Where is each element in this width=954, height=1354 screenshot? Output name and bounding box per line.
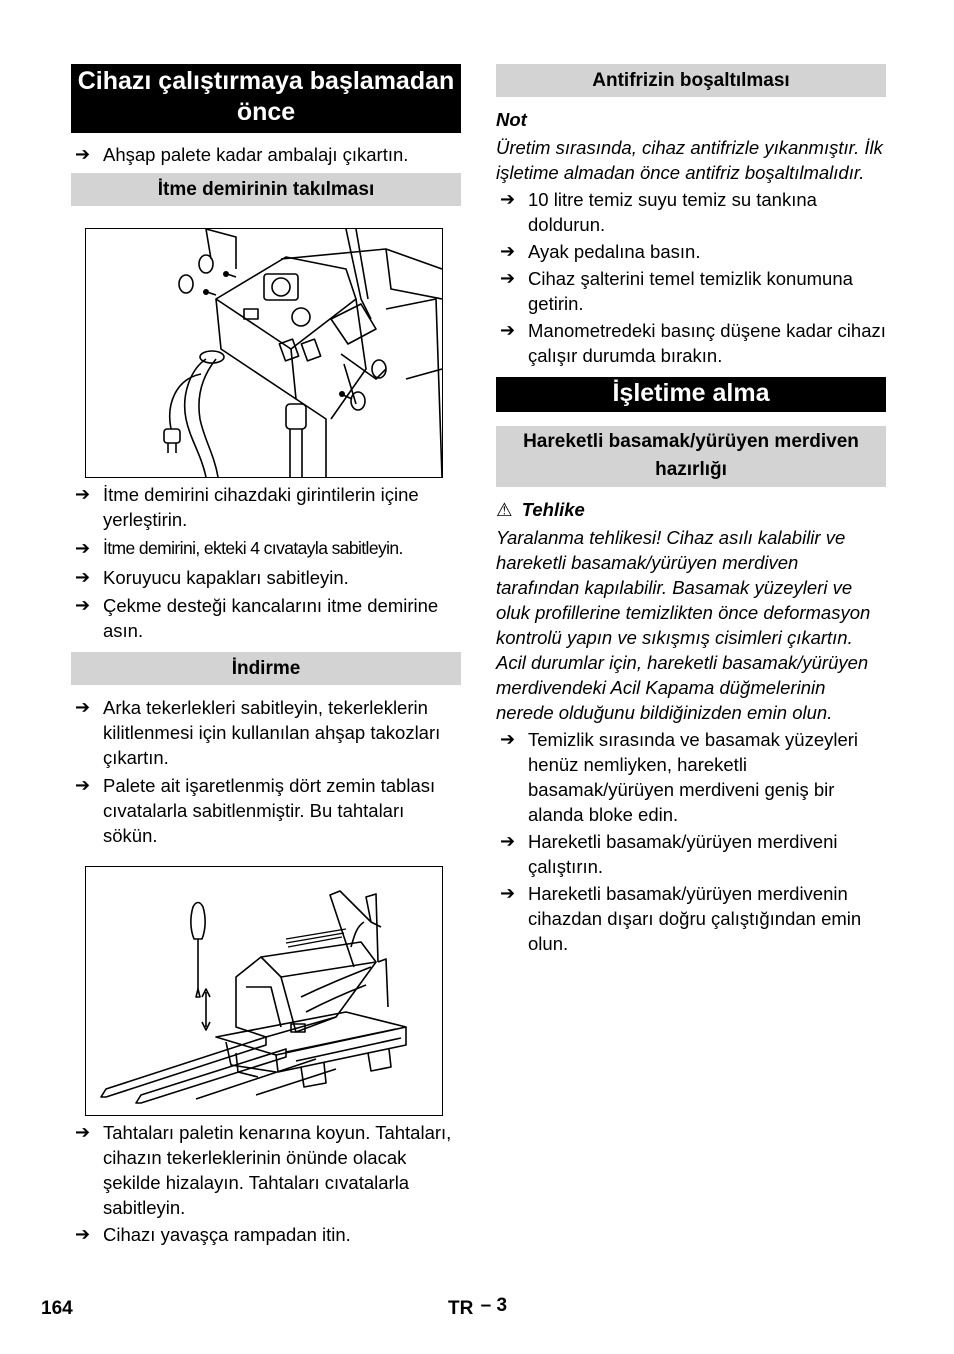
arrow-icon: ➔ — [500, 189, 516, 209]
danger-heading — [496, 497, 886, 522]
sub-page-number: – 3 — [480, 1295, 508, 1316]
arrow-icon: ➔ — [500, 320, 516, 340]
arrow-icon: ➔ — [500, 729, 516, 749]
arrow-icon: ➔ — [75, 775, 91, 795]
list-antifreeze — [496, 187, 886, 368]
section-title-escalator-prep: Hareketli basamak/yürüyen merdiven hazırlığı — [496, 426, 886, 487]
arrow-icon: ➔ — [500, 241, 516, 261]
arrow-icon: ➔ — [500, 831, 516, 851]
list-push-bar — [71, 482, 461, 643]
list-item: ➔ İtme demirini, ekteki 4 cıvatayla sabitleyin. — [71, 536, 461, 561]
list-item: ➔ 10 litre temiz suyu temiz su tankına doldurun. — [500, 189, 817, 235]
list-item: ➔ Cihazı yavaşça rampadan itin. — [75, 1224, 351, 1245]
list-item: ➔ İtme demirini cihazdaki girintilerin içine yerleştirin. — [75, 484, 419, 530]
push-bar-illustration — [86, 229, 442, 477]
arrow-icon: ➔ — [500, 883, 516, 903]
list-unloading — [71, 695, 461, 848]
list-item: ➔ Arka tekerlekleri sabitleyin, tekerleklerin kilitlenmesi için kullanılan ahşap takozları çıkartın. — [75, 697, 441, 768]
list-escalator — [496, 727, 886, 956]
list-item: ➔ Ayak pedalına basın. — [500, 241, 701, 262]
arrow-icon: ➔ — [75, 697, 91, 717]
figure-unloading-ramp — [85, 866, 443, 1116]
list-ramp — [71, 1120, 461, 1247]
arrow-icon: ➔ — [75, 595, 91, 615]
list-item: ➔ Palete ait işaretlenmiş dört zemin tablası cıvatalarla sabitlenmiştir. Bu tahtaları sökün. — [75, 775, 436, 846]
list-item: ➔ Manometredeki basınç düşene kadar cihazı çalışır durumda bırakın. — [500, 320, 886, 366]
list-item: ➔ Koruyucu kapakları sabitleyin. — [75, 567, 349, 588]
list-item: ➔ Cihaz şalterini temel temizlik konumuna getirin. — [500, 268, 853, 314]
right-column — [496, 64, 886, 956]
section-title-unloading: İndirme — [71, 652, 461, 685]
figure-push-bar-installation — [85, 228, 443, 478]
note-label: Not — [496, 109, 527, 130]
list-item: ➔ Ahşap palete kadar ambalajı çıkartın. — [75, 144, 409, 165]
page-number: 164 — [41, 1298, 73, 1319]
unloading-illustration — [86, 867, 442, 1115]
warning-icon: ⚠ — [496, 499, 513, 520]
list-item: ➔ Çekme desteği kancalarını itme demirine asın. — [75, 595, 439, 641]
arrow-icon: ➔ — [75, 567, 91, 587]
list-item: ➔ Hareketli basamak/yürüyen merdivenin cihazdan dışarı doğru çalıştığından emin olun. — [500, 883, 862, 954]
note-text: Üretim sırasında, cihaz antifrizle yıkanmıştır. İlk işletime almadan önce antifriz boşaltılmalıdır. — [496, 137, 883, 183]
arrow-icon: ➔ — [500, 268, 516, 288]
heading-before-start: Cihazı çalıştırmaya başlamadan önce — [71, 64, 461, 133]
arrow-icon: ➔ — [75, 144, 91, 164]
danger-label: Tehlike — [521, 499, 585, 520]
list-item: ➔ Temizlik sırasında ve basamak yüzeyleri henüz nemliyken, hareketli basamak/yürüyen merdiveni geniş bir alanda bloke edin. — [500, 729, 859, 825]
danger-text: Yaralanma tehlikesi! Cihaz asılı kalabilir ve hareketli basamak/yürüyen merdiven tarafından kapılabilir. Basamak yüzeyleri ve oluk profillerine temizlikten önce deformasyon kontrolü yapın ve sıkışmış cisimleri çıkartın. Acil durumlar için, hareketli basamak/yürüyen merdivendeki Acil Kapama düğmelerinin nerede olduğunu bildiğinizden emin olun. — [496, 527, 871, 723]
heading-commissioning: İşletime alma — [496, 377, 886, 412]
section-title-push-bar: İtme demirinin takılması — [71, 173, 461, 206]
list-item: ➔ Tahtaları paletin kenarına koyun. Tahtaları, cihazın tekerleklerinin önünde olacak şekilde hizalayın. Tahtaları cıvatalarla sabitleyin. — [75, 1122, 452, 1218]
arrow-icon: ➔ — [75, 1122, 91, 1142]
language-code: TR — [448, 1298, 474, 1319]
arrow-icon: ➔ — [75, 538, 90, 558]
footer-language — [448, 1295, 508, 1320]
arrow-icon: ➔ — [75, 1224, 91, 1244]
left-column — [71, 64, 461, 1247]
list-item: ➔ Hareketli basamak/yürüyen merdiveni çalıştırın. — [500, 831, 838, 877]
section-title-antifreeze: Antifrizin boşaltılması — [496, 64, 886, 97]
arrow-icon: ➔ — [75, 484, 91, 504]
